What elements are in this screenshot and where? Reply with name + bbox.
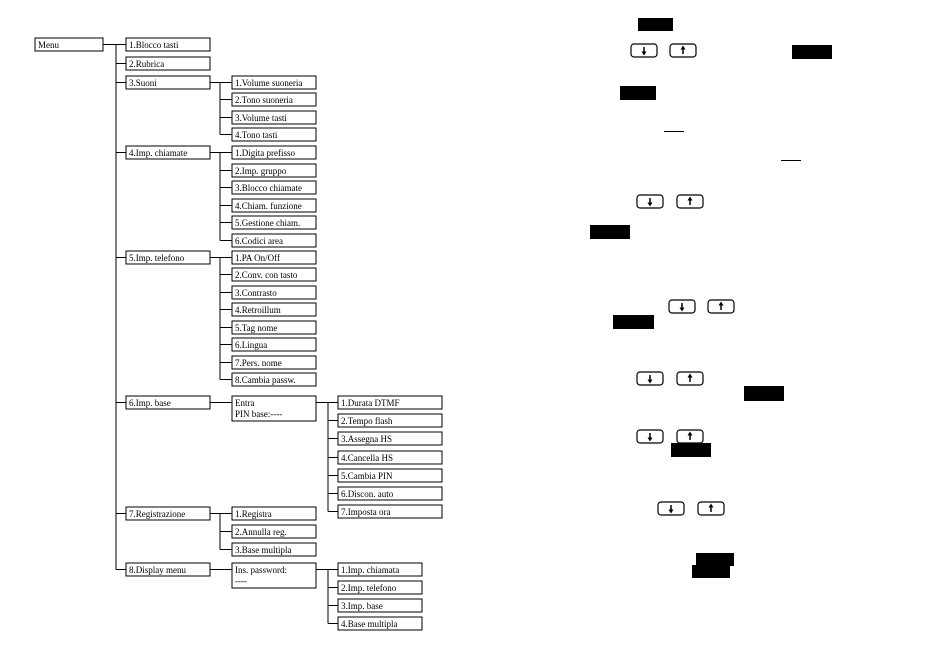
svg-text:3.Base multipla: 3.Base multipla [235,545,292,555]
svg-text:4.Base multipla: 4.Base multipla [341,619,398,629]
redacted-block [671,443,711,457]
svg-text:1.PA On/Off: 1.PA On/Off [235,253,281,263]
svg-text:2.Tempo flash: 2.Tempo flash [341,416,393,426]
redacted-block [792,45,832,59]
root-label: Menu [38,40,59,50]
scroll-up-key-icon [677,195,703,208]
redacted-block [590,225,630,239]
scroll-up-key-icon [708,300,734,313]
redacted-block [620,86,656,100]
scroll-up-key-icon [670,44,696,57]
svg-text:3.Volume tasti: 3.Volume tasti [235,113,287,123]
svg-text:3.Blocco chiamate: 3.Blocco chiamate [235,183,302,193]
svg-text:3.Suoni: 3.Suoni [129,78,157,88]
redacted-block [696,553,734,566]
svg-text:5.Imp. telefono: 5.Imp. telefono [129,253,185,263]
svg-text:2.Annulla reg.: 2.Annulla reg. [235,527,287,537]
svg-text:Entra: Entra [235,398,255,408]
svg-text:4.Chiam. funzione: 4.Chiam. funzione [235,201,302,211]
svg-text:2.Imp. telefono: 2.Imp. telefono [341,583,397,593]
svg-text:6.Codici area: 6.Codici area [235,236,283,246]
scroll-down-key-icon [637,195,663,208]
svg-text:----: ---- [235,576,247,586]
svg-text:6.Discon. auto: 6.Discon. auto [341,489,394,499]
svg-text:1.Digita prefisso: 1.Digita prefisso [235,148,295,158]
svg-text:2.Imp. gruppo: 2.Imp. gruppo [235,166,287,176]
svg-text:PIN base:----: PIN base:---- [235,409,283,419]
svg-text:Ins. password:: Ins. password: [235,565,287,575]
svg-text:5.Cambia PIN: 5.Cambia PIN [341,471,393,481]
svg-text:3.Contrasto: 3.Contrasto [235,288,277,298]
svg-text:2.Rubrica: 2.Rubrica [129,59,165,69]
scroll-up-key-icon [677,430,703,443]
svg-text:4.Tono tasti: 4.Tono tasti [235,130,278,140]
scroll-down-key-icon [669,300,695,313]
svg-text:4.Imp. chiamate: 4.Imp. chiamate [129,148,188,158]
svg-text:1.Durata DTMF: 1.Durata DTMF [341,398,400,408]
scroll-up-key-icon [677,372,703,385]
svg-text:4.Cancella HS: 4.Cancella HS [341,453,393,463]
svg-text:6.Imp. base: 6.Imp. base [129,398,171,408]
svg-text:5.Tag nome: 5.Tag nome [235,323,278,333]
scroll-down-key-icon [658,502,684,515]
svg-text:2.Tono suoneria: 2.Tono suoneria [235,95,293,105]
scroll-down-key-icon [637,430,663,443]
scroll-down-key-icon [637,372,663,385]
redacted-block [744,386,784,401]
svg-text:8.Display menu: 8.Display menu [129,565,186,575]
redacted-block [692,565,730,578]
svg-text:8.Cambia passw.: 8.Cambia passw. [235,375,296,385]
svg-text:3.Assegna HS: 3.Assegna HS [341,434,392,444]
svg-text:1.Volume suoneria: 1.Volume suoneria [235,78,303,88]
svg-text:1.Registra: 1.Registra [235,509,272,519]
scroll-up-key-icon [698,502,724,515]
svg-text:4.Retroillum: 4.Retroillum [235,305,281,315]
svg-text:5.Gestione chiam.: 5.Gestione chiam. [235,218,301,228]
svg-text:3.Imp. base: 3.Imp. base [341,601,383,611]
scroll-down-key-icon [631,44,657,57]
redacted-block [613,315,654,329]
svg-text:6.Lingua: 6.Lingua [235,340,268,350]
svg-text:7.Pers. nome: 7.Pers. nome [235,358,282,368]
svg-text:1.Imp. chiamata: 1.Imp. chiamata [341,565,400,575]
svg-text:2.Conv. con tasto: 2.Conv. con tasto [235,270,298,280]
redacted-block [638,18,673,31]
svg-text:7.Registrazione: 7.Registrazione [129,509,186,519]
svg-text:1.Blocco tasti: 1.Blocco tasti [129,40,179,50]
svg-text:7.Imposta ora: 7.Imposta ora [341,507,391,517]
